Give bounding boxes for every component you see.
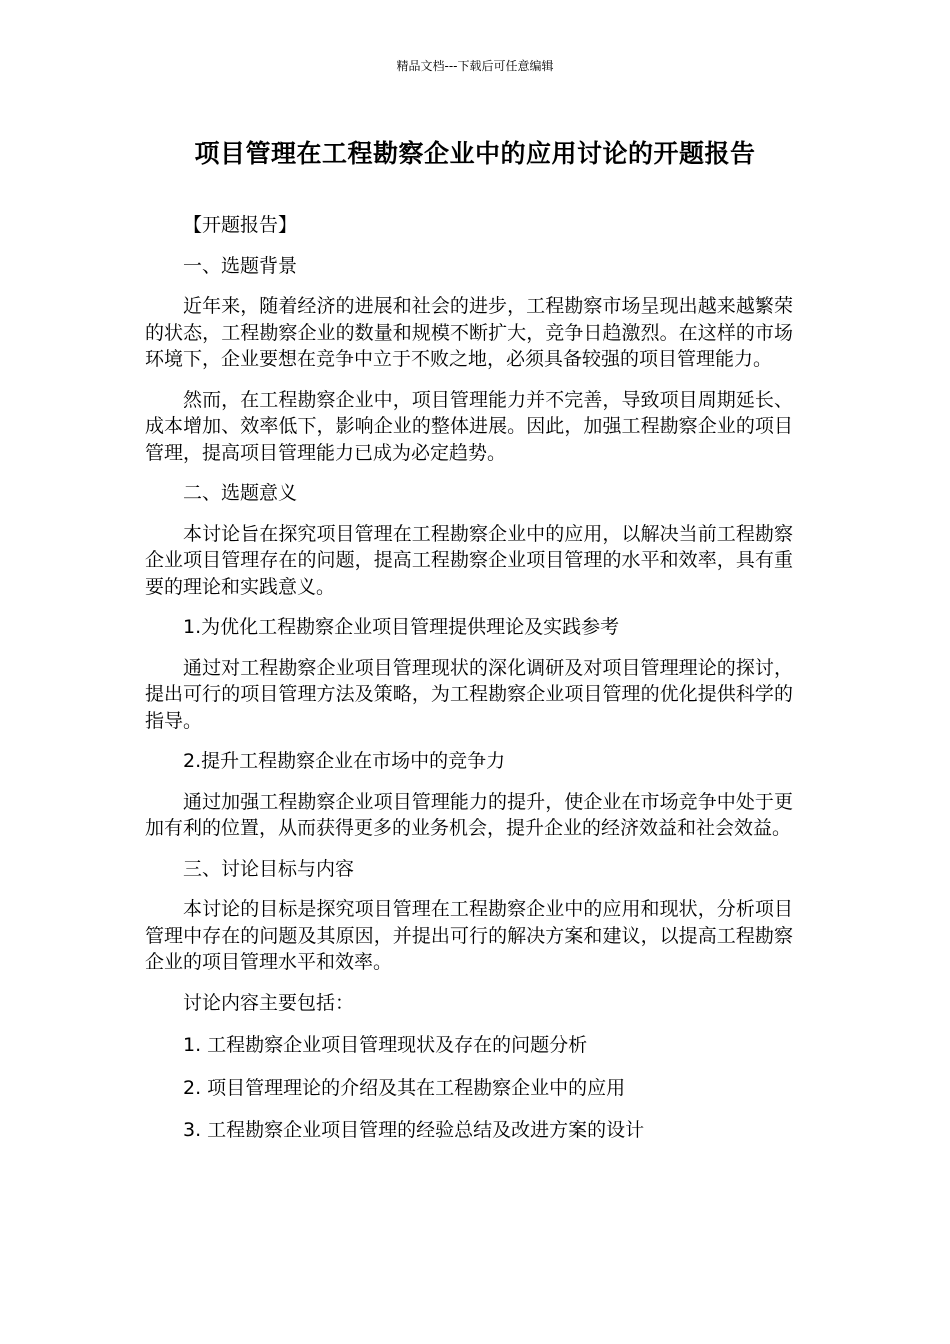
- section-heading-significance: 二、选题意义: [183, 482, 298, 504]
- paragraph-contents-intro: 讨论内容主要包括：: [183, 991, 355, 1014]
- section-heading-background: 一、选题背景: [183, 254, 298, 277]
- paragraph-background-2: 然而，在工程勘察企业中，项目管理能力并不完善，导致项目周期延长、成本增加、效率低下，影响企业的整体进展。因此，加强工程勘察企业的项目管理，提高项目管理能力已成为必定趋势。: [145, 388, 793, 464]
- list-item-3: 3. 工程勘察企业项目管理的经验总结及改进方案的设计: [183, 1119, 645, 1141]
- document-body: [145, 212, 793, 1160]
- subheading-competitiveness: 2.提升工程勘察企业在市场中的竞争力: [183, 750, 506, 772]
- paragraph-goals: 本讨论的目标是探究项目管理在工程勘察企业中的应用和现状，分析项目管理中存在的问题及其原因，并提出可行的解决方案和建议，以提高工程勘察企业的项目管理水平和效率。: [145, 898, 793, 973]
- subheading-theory-reference: 1.为优化工程勘察企业项目管理提供理论及实践参考: [183, 616, 620, 638]
- page-header-watermark: 精品文档---下载后可任意编辑: [396, 59, 554, 73]
- paragraph-significance: 本讨论旨在探究项目管理在工程勘察企业中的应用，以解决当前工程勘察企业项目管理存在的问题，提高工程勘察企业项目管理的水平和效率，具有重要的理论和实践意义。: [145, 522, 793, 598]
- section-label-report: 【开题报告】: [183, 214, 298, 236]
- list-item-2: 2. 项目管理理论的介绍及其在工程勘察企业中的应用: [183, 1076, 626, 1099]
- section-heading-goals: 三、讨论目标与内容: [183, 857, 355, 880]
- list-item-1: 1. 工程勘察企业项目管理现状及存在的问题分析: [183, 1034, 588, 1056]
- paragraph-competitiveness: 通过加强工程勘察企业项目管理能力的提升，使企业在市场竞争中处于更加有利的位置，从而获得更多的业务机会，提升企业的经济效益和社会效益。: [145, 790, 793, 839]
- document-title: 项目管理在工程勘察企业中的应用讨论的开题报告: [194, 139, 756, 168]
- paragraph-background-1: 近年来，随着经济的进展和社会的进步，工程勘察市场呈现出越来越繁荣的状态，工程勘察企业的数量和规模不断扩大，竞争日趋激烈。在这样的市场环境下，企业要想在竞争中立于不败之地，必须具备较强的项目管理能力。: [145, 295, 793, 370]
- paragraph-theory-reference: 通过对工程勘察企业项目管理现状的深化调研及对项目管理理论的探讨，提出可行的项目管理方法及策略，为工程勘察企业项目管理的优化提供科学的指导。: [145, 656, 793, 732]
